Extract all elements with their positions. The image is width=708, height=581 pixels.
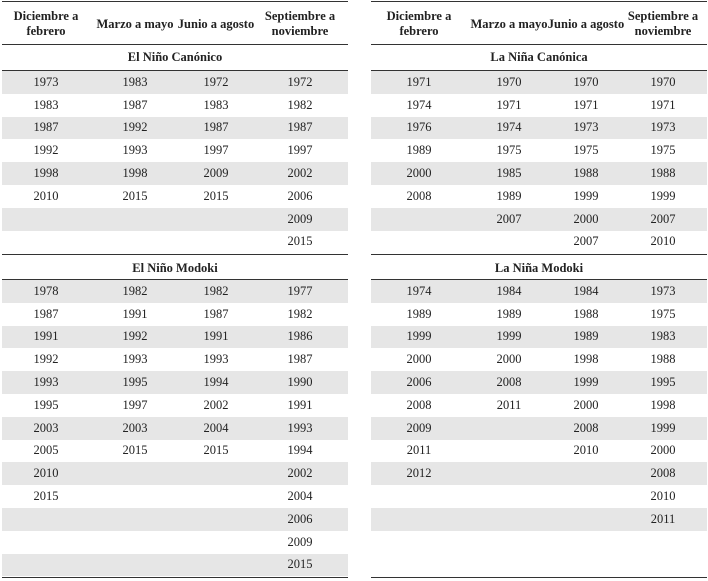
year-cell: 2010 [573, 443, 599, 458]
year-cell: 2000 [496, 352, 522, 367]
year-cell: 1989 [496, 306, 522, 321]
year-cell [633, 531, 693, 554]
year-cell [186, 208, 246, 231]
year-cell: 1993 [33, 375, 59, 390]
year-cell: 1987 [33, 120, 59, 135]
year-cell: 1970 [573, 74, 599, 89]
year-cell: 2006 [287, 511, 313, 526]
year-cell: 1982 [287, 306, 313, 321]
bottom-rule [371, 577, 707, 578]
year-cell: 1991 [203, 329, 229, 344]
year-cell: 1989 [406, 306, 432, 321]
year-cell: 1989 [496, 188, 522, 203]
table-row [2, 280, 348, 303]
year-cell: 1973 [573, 120, 599, 135]
year-cell [105, 462, 165, 485]
section-title: El Niño Modoki [132, 260, 218, 275]
year-cell: 1971 [650, 97, 676, 112]
year-cell: 1978 [33, 283, 59, 298]
table-row [371, 462, 707, 485]
table-row [2, 94, 348, 117]
table-row [2, 71, 348, 94]
year-cell: 2010 [33, 466, 59, 481]
column-header: Diciembre a febrero [13, 9, 79, 38]
table-row [2, 231, 348, 254]
year-cell: 1975 [650, 143, 676, 158]
year-cell: 2008 [650, 466, 676, 481]
year-cell [556, 485, 616, 508]
year-cell: 2009 [287, 534, 313, 549]
section-separator-rule [371, 254, 707, 255]
year-cell: 2012 [406, 466, 432, 481]
year-cell: 1988 [573, 166, 599, 181]
year-cell: 1987 [203, 306, 229, 321]
year-cell [479, 531, 539, 554]
year-cell: 2010 [650, 489, 676, 504]
column-header: Diciembre a febrero [386, 9, 452, 38]
year-cell: 1976 [406, 120, 432, 135]
year-cell: 2008 [496, 375, 522, 390]
year-cell: 1987 [287, 352, 313, 367]
year-cell: 2007 [496, 211, 522, 226]
year-cell: 1999 [406, 329, 432, 344]
section-title: La Niña Modoki [494, 260, 584, 275]
year-cell: 2000 [573, 397, 599, 412]
year-cell [16, 208, 76, 231]
year-cell: 1982 [287, 97, 313, 112]
year-cell [105, 208, 165, 231]
year-cell [479, 462, 539, 485]
year-cell: 1988 [650, 166, 676, 181]
column-header: Septiembre a noviembre [264, 9, 336, 38]
table-row [371, 139, 707, 162]
year-cell: 2005 [33, 443, 59, 458]
year-cell: 1999 [573, 188, 599, 203]
year-cell [105, 508, 165, 531]
year-cell: 1985 [496, 166, 522, 181]
year-cell: 1970 [496, 74, 522, 89]
table-row [371, 508, 707, 531]
year-cell [186, 554, 246, 577]
table-row [2, 485, 348, 508]
table-row [2, 394, 348, 417]
table-row [371, 531, 707, 554]
year-cell: 1977 [287, 283, 313, 298]
year-cell: 2010 [33, 188, 59, 203]
table-row [371, 185, 707, 208]
year-cell: 1973 [33, 74, 59, 89]
year-cell [186, 462, 246, 485]
column-header: Junio a agosto [177, 16, 255, 31]
year-cell: 1975 [650, 306, 676, 321]
year-cell: 2003 [33, 420, 59, 435]
year-cell [389, 208, 449, 231]
year-cell: 2002 [203, 397, 229, 412]
year-cell [16, 531, 76, 554]
year-cell: 1997 [203, 143, 229, 158]
year-cell: 2003 [122, 420, 148, 435]
year-cell: 1998 [33, 166, 59, 181]
year-cell: 1975 [573, 143, 599, 158]
year-cell: 1999 [650, 420, 676, 435]
year-cell: 1993 [287, 420, 313, 435]
year-cell: 2007 [650, 211, 676, 226]
year-cell: 2009 [406, 420, 432, 435]
year-cell: 1998 [573, 352, 599, 367]
year-cell: 1982 [203, 283, 229, 298]
table-row [371, 371, 707, 394]
year-cell: 1992 [122, 329, 148, 344]
table-row [2, 348, 348, 371]
year-cell [556, 508, 616, 531]
year-cell: 2015 [287, 557, 313, 572]
table-row [2, 371, 348, 394]
year-cell: 1988 [573, 306, 599, 321]
section-separator-rule [2, 254, 348, 255]
year-cell: 1999 [650, 188, 676, 203]
year-cell: 1991 [33, 329, 59, 344]
year-cell: 2008 [406, 188, 432, 203]
table-row [2, 185, 348, 208]
year-cell: 2002 [287, 166, 313, 181]
year-cell: 1973 [650, 120, 676, 135]
year-cell [186, 485, 246, 508]
year-cell [186, 231, 246, 254]
table-row [2, 139, 348, 162]
year-cell [105, 485, 165, 508]
year-cell: 1999 [573, 375, 599, 390]
year-cell: 2015 [287, 234, 313, 249]
year-cell [389, 508, 449, 531]
year-cell: 1974 [406, 283, 432, 298]
year-cell: 1984 [573, 283, 599, 298]
year-cell [479, 440, 539, 463]
year-cell: 2000 [650, 443, 676, 458]
table-row [2, 462, 348, 485]
year-cell: 1971 [406, 74, 432, 89]
table-row [2, 208, 348, 231]
table-row [371, 117, 707, 140]
table-row [2, 508, 348, 531]
column-header: Junio a agosto [547, 16, 625, 31]
year-cell: 1972 [203, 74, 229, 89]
year-cell: 2006 [287, 188, 313, 203]
year-cell: 2007 [573, 234, 599, 249]
year-cell: 1974 [406, 97, 432, 112]
year-cell: 1988 [650, 352, 676, 367]
bottom-rule [2, 577, 348, 578]
table-row [2, 162, 348, 185]
year-cell [105, 554, 165, 577]
year-cell: 1987 [33, 306, 59, 321]
table-row [371, 303, 707, 326]
year-cell: 2008 [406, 397, 432, 412]
table-row [2, 326, 348, 349]
year-cell: 1998 [122, 166, 148, 181]
year-cell [389, 531, 449, 554]
table-row [371, 280, 707, 303]
year-cell [105, 531, 165, 554]
year-cell [186, 531, 246, 554]
table-row [371, 348, 707, 371]
table-row [2, 417, 348, 440]
year-cell: 1997 [287, 143, 313, 158]
table-row [371, 326, 707, 349]
year-cell: 2015 [203, 188, 229, 203]
year-cell: 1989 [406, 143, 432, 158]
year-cell: 1975 [496, 143, 522, 158]
year-cell: 1986 [287, 329, 313, 344]
year-cell: 1974 [496, 120, 522, 135]
year-cell: 1992 [122, 120, 148, 135]
year-cell: 2011 [650, 511, 676, 526]
year-cell: 1998 [650, 397, 676, 412]
year-cell: 1983 [33, 97, 59, 112]
year-cell [16, 554, 76, 577]
table-row [371, 94, 707, 117]
year-cell: 1994 [287, 443, 313, 458]
year-cell: 2015 [33, 489, 59, 504]
year-cell: 2010 [650, 234, 676, 249]
year-cell: 1993 [122, 352, 148, 367]
year-cell: 1984 [496, 283, 522, 298]
section-title: El Niño Canónico [127, 49, 223, 64]
table-row [2, 440, 348, 463]
year-cell: 1992 [33, 143, 59, 158]
year-cell: 2015 [122, 188, 148, 203]
year-cell: 1997 [122, 397, 148, 412]
year-cell: 1972 [287, 74, 313, 89]
section-title: La Niña Canónica [490, 49, 588, 64]
year-cell: 1993 [122, 143, 148, 158]
year-cell: 1983 [122, 74, 148, 89]
year-cell: 1970 [650, 74, 676, 89]
year-cell: 2000 [573, 211, 599, 226]
year-cell: 1991 [122, 306, 148, 321]
year-cell: 1971 [496, 97, 522, 112]
year-cell [16, 231, 76, 254]
year-cell: 1989 [573, 329, 599, 344]
year-cell [556, 531, 616, 554]
year-cell [389, 231, 449, 254]
table-row [371, 208, 707, 231]
year-cell [186, 508, 246, 531]
table-row [371, 417, 707, 440]
year-cell [16, 508, 76, 531]
table-row [371, 485, 707, 508]
year-cell: 2004 [203, 420, 229, 435]
year-cell [556, 462, 616, 485]
year-cell: 2009 [287, 211, 313, 226]
column-header: Septiembre a noviembre [627, 9, 699, 38]
table-row [371, 231, 707, 254]
table-row [371, 71, 707, 94]
table-row [2, 554, 348, 577]
year-cell: 2002 [287, 466, 313, 481]
year-cell [479, 485, 539, 508]
year-cell: 1993 [203, 352, 229, 367]
column-header-row [371, 2, 707, 46]
year-cell [389, 485, 449, 508]
year-cell [479, 508, 539, 531]
year-cell: 1973 [650, 283, 676, 298]
year-cell: 2015 [203, 443, 229, 458]
year-cell: 1987 [287, 120, 313, 135]
year-cell: 1995 [122, 375, 148, 390]
table-row [371, 162, 707, 185]
year-cell: 1994 [203, 375, 229, 390]
year-cell: 1987 [122, 97, 148, 112]
table-row [2, 303, 348, 326]
table-row [2, 117, 348, 140]
year-cell: 2004 [287, 489, 313, 504]
column-header: Marzo a mayo [470, 16, 548, 31]
year-cell: 1983 [203, 97, 229, 112]
year-cell: 1995 [650, 375, 676, 390]
column-header-row [2, 2, 348, 46]
year-cell: 2000 [406, 352, 432, 367]
column-header: Marzo a mayo [96, 16, 174, 31]
year-cell: 2015 [122, 443, 148, 458]
year-cell [479, 417, 539, 440]
year-cell: 2006 [406, 375, 432, 390]
year-cell: 2008 [573, 420, 599, 435]
year-cell [105, 231, 165, 254]
year-cell: 1971 [573, 97, 599, 112]
year-cell: 1982 [122, 283, 148, 298]
year-cell: 1990 [287, 375, 313, 390]
year-cell: 1999 [496, 329, 522, 344]
year-cell: 2011 [496, 397, 522, 412]
year-cell: 2011 [406, 443, 432, 458]
year-cell: 1991 [287, 397, 313, 412]
year-cell: 1987 [203, 120, 229, 135]
year-cell: 2009 [203, 166, 229, 181]
year-cell: 1992 [33, 352, 59, 367]
table-row [371, 394, 707, 417]
year-cell: 1983 [650, 329, 676, 344]
year-cell [479, 231, 539, 254]
table-row [2, 531, 348, 554]
table-row [371, 440, 707, 463]
year-cell: 1995 [33, 397, 59, 412]
year-cell: 2000 [406, 166, 432, 181]
